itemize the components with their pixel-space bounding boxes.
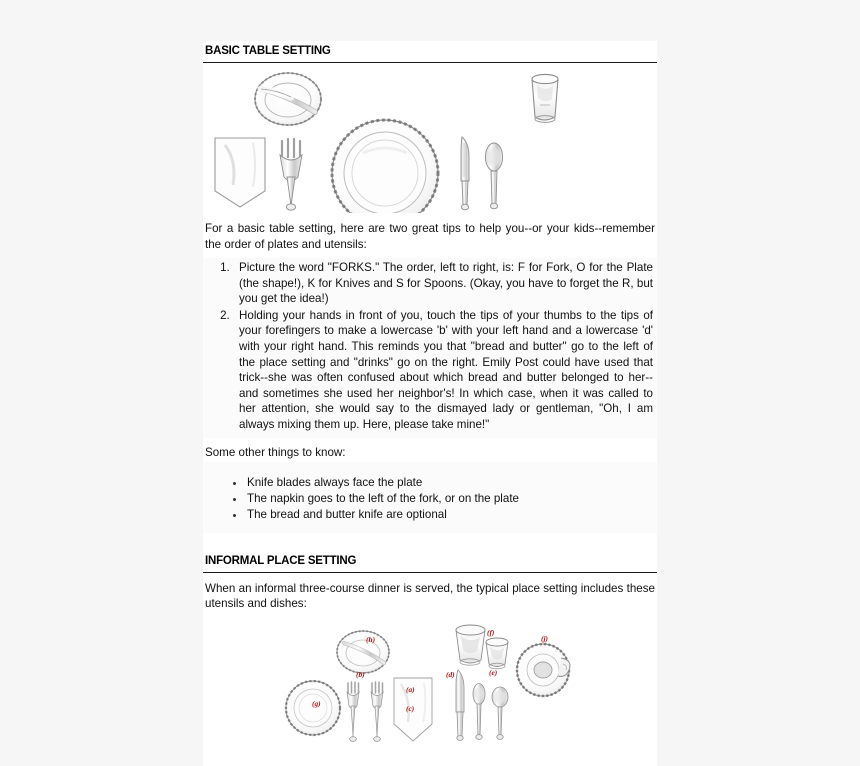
section-spacer [203,533,657,551]
figure-label-g: (g) [312,698,321,708]
figure-label-a: (a) [406,684,415,694]
list-item: The napkin goes to the left of the fork, or on the plate [247,491,653,507]
section-heading-informal-place-setting: INFORMAL PLACE SETTING [203,551,657,573]
figure-label-j: (j) [541,633,548,643]
soup-spoon [492,687,508,739]
dinner-knife [456,670,464,740]
basic-table-setting-illustration [203,65,657,213]
some-other-things-subhead: Some other things to know: [203,438,657,463]
informal-intro-paragraph: When an informal three-course dinner is served, the typical place setting includes these utensils and dishes: [203,573,657,618]
basic-numbered-list [203,258,657,438]
dinner-fork [371,682,383,741]
bread-plate-with-butter-knife [337,631,389,673]
basic-table-setting-figure [203,63,657,213]
figure-label-f: (f) [487,627,495,637]
spoons [473,683,508,739]
cup-and-saucer [517,644,570,696]
list-item: The bread and butter knife are optional [247,507,653,523]
figure-label-e: (e) [489,667,498,677]
water-glass [532,74,558,122]
teaspoon [473,683,485,739]
list-item: Knife blades always face the plate [247,475,653,491]
bottom-spacer [203,756,657,766]
dinner-knife [461,137,469,210]
list-item: 2. Holding your hands in front of you, touch the tips of your thumbs to the tips of your forefingers to make a lowercase 'b' with your left hand and a lowercase 'd' with your right hand. This reminds you that "bread and butter" go to the left of the place setting and "drinks" go on the right. Emily Post could have used that trick--she was often confused about which bread and butter belonged to her--and sometimes she used her neighbor's! In which case, when it was called to her attention, she would say to the dismayed lady or gentleman, "Oh, I am always mixing them up. Here, please take mine!" [233,308,653,433]
napkin [215,138,265,207]
dinner-plate [332,120,438,213]
basic-intro-paragraph: For a basic table setting, here are two great tips to help you--or your kids--remember the order of plates and utensils: [203,213,657,258]
document-page [203,41,657,766]
water-glass [456,625,485,665]
figure-label-h: (h) [366,634,376,644]
soup-spoon [485,143,502,209]
wine-glass [486,638,508,669]
salad-plate [286,681,340,735]
informal-place-setting-figure [203,618,657,756]
informal-place-setting-illustration [203,620,657,756]
section-heading-basic-table-setting: BASIC TABLE SETTING [203,41,657,63]
list-item: 1. Picture the word "FORKS." The order, left to right, is: F for Fork, O for the Plate (the shape!), K for Knives and S for Spoons. (Okay, you have to forget the R, but you get the idea!) [233,260,653,307]
dinner-fork [280,139,302,210]
forks [347,682,383,741]
figure-label-c: (c) [406,703,415,713]
salad-fork [347,682,359,741]
figure-label-d: (d) [446,669,455,679]
basic-bullet-list [203,468,657,533]
figure-label-b: (b) [356,669,365,679]
